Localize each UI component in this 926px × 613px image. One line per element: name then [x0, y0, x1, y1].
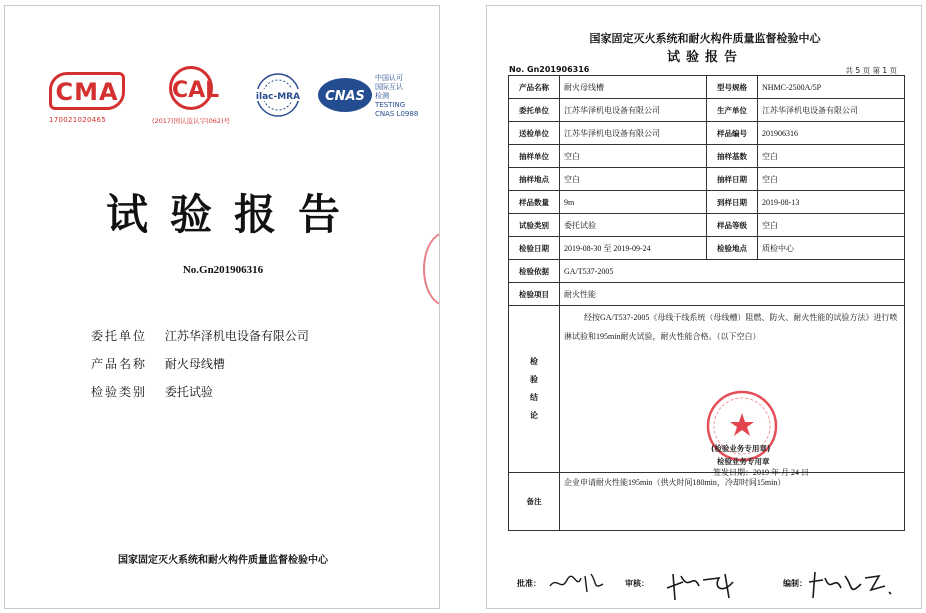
cover-page	[4, 5, 440, 609]
cnas-caption-line: 中国认可	[375, 74, 403, 82]
row-value: 江苏华泽机电设备有限公司	[560, 99, 707, 122]
issue-date: 签发日期：2019 年 月 24 日	[713, 468, 809, 477]
cover-field-product	[91, 355, 225, 372]
row-key: 产品名称	[509, 76, 560, 99]
row-key: 样品数量	[509, 191, 560, 214]
table-row	[509, 214, 905, 237]
table-row	[509, 283, 905, 306]
cnas-logo	[317, 76, 373, 114]
cover-field-client	[91, 327, 309, 344]
field-label: 产品名称	[91, 357, 148, 371]
row-value: NHMC-2500A/5P	[758, 76, 905, 99]
cnas-caption-line: TESTING	[375, 101, 406, 109]
row-key: 试验类别	[509, 214, 560, 237]
certification-logos	[5, 72, 440, 142]
row-value: 空白	[758, 168, 905, 191]
cal-mark: CAL	[169, 66, 213, 110]
conclusion-label-char: 结	[530, 393, 538, 402]
row-value: 空白	[758, 214, 905, 237]
ilac-text: ilac-MRA	[255, 92, 301, 102]
report-header: 国家固定灭火系统和耐火构件质量监督检验中心	[589, 32, 821, 45]
remark-label: 备注	[509, 473, 560, 531]
edit-label: 编制：	[783, 579, 807, 588]
table-row	[509, 76, 905, 99]
table-row	[509, 122, 905, 145]
edit-signature	[805, 568, 895, 602]
conclusion-text: 经按GA/T537-2005《母线干线系统（母线槽）阻燃、防火、耐火性能的试验方法》进行喷淋试验和195min耐火试验，耐火性能合格。（以下空白）	[564, 313, 898, 341]
cnas-text: CNAS	[325, 89, 365, 104]
row-key: 到样日期	[707, 191, 758, 214]
row-key: 型号规格	[707, 76, 758, 99]
row-value: 空白	[560, 168, 707, 191]
row-key: 委托单位	[509, 99, 560, 122]
conclusion-label-char: 论	[530, 411, 538, 420]
row-key: 抽样基数	[707, 145, 758, 168]
row-key: 抽样单位	[509, 145, 560, 168]
conclusion-label-char: 验	[530, 375, 538, 384]
cma-logo	[49, 72, 125, 124]
field-label: 委托单位	[91, 329, 148, 343]
row-key: 样品等级	[707, 214, 758, 237]
field-value: 江苏华泽机电设备有限公司	[164, 329, 309, 343]
cover-field-category	[91, 383, 213, 400]
remark-cell	[560, 473, 905, 531]
row-key: 检验依据	[509, 260, 560, 283]
review-label: 审核：	[625, 579, 649, 588]
row-key: 送检单位	[509, 122, 560, 145]
row-value: GA/T537-2005	[560, 260, 905, 283]
row-value: 空白	[560, 145, 707, 168]
row-value: 耐火母线槽	[560, 76, 707, 99]
cover-report-number: No.Gn201906316	[182, 264, 264, 276]
row-key: 抽样地点	[509, 168, 560, 191]
seal-caption-line: 检验业务专用章	[717, 457, 770, 466]
row-value: 质检中心	[758, 237, 905, 260]
report-title: 试验报告	[666, 50, 743, 65]
cma-mark: CMA	[49, 72, 125, 110]
table-row	[509, 237, 905, 260]
field-value: 耐火母线槽	[164, 357, 225, 371]
conclusion-label-char: 检	[530, 357, 538, 366]
conclusion-label	[509, 306, 560, 473]
row-key: 生产单位	[707, 99, 758, 122]
cover-footer: 国家固定灭火系统和耐火构件质量监督检验中心	[118, 555, 328, 566]
row-key: 检验项目	[509, 283, 560, 306]
row-value: 江苏华泽机电设备有限公司	[758, 99, 905, 122]
row-value: 江苏华泽机电设备有限公司	[560, 122, 707, 145]
cnas-caption-line: 国际互认	[375, 83, 403, 91]
table-row	[509, 191, 905, 214]
row-key: 抽样日期	[707, 168, 758, 191]
cnas-caption	[375, 74, 435, 119]
edge-seal-stamp	[423, 232, 440, 306]
row-key: 检验地点	[707, 237, 758, 260]
row-value: 2019-08-13	[758, 191, 905, 214]
row-value: 201906316	[758, 122, 905, 145]
review-signature	[663, 568, 743, 602]
cal-caption: (2017)国认监认字(062)号	[151, 117, 231, 125]
table-row	[509, 145, 905, 168]
remark-text: 企业申请耐火性能195min（供火时间180min，冷却时间15min）	[564, 478, 786, 487]
approve-label: 批准：	[517, 579, 541, 588]
table-row	[509, 99, 905, 122]
cover-title: 试验报告	[105, 190, 362, 239]
seal-caption-line: (检验业务专用章)	[711, 444, 771, 453]
approve-signature	[547, 568, 609, 598]
table-row	[509, 168, 905, 191]
ilac-mra-logo	[245, 72, 311, 118]
row-value: 委托试验	[560, 214, 707, 237]
row-value: 9m	[560, 191, 707, 214]
seal-caption	[711, 442, 770, 468]
remark-row	[509, 473, 905, 531]
cal-logo	[151, 66, 231, 125]
row-value: 空白	[758, 145, 905, 168]
field-label: 检验类别	[91, 385, 148, 399]
report-page	[486, 5, 922, 609]
cma-number: 170021020465	[49, 116, 107, 124]
cnas-caption-line: 检测	[375, 92, 389, 100]
row-key: 检验日期	[509, 237, 560, 260]
row-value: 2019-08-30 至 2019-09-24	[560, 237, 707, 260]
report-number: No. Gn201906316	[509, 65, 590, 74]
cnas-caption-line: CNAS L0988	[375, 110, 419, 118]
field-value: 委托试验	[164, 385, 213, 399]
row-key: 样品编号	[707, 122, 758, 145]
row-value: 耐火性能	[560, 283, 905, 306]
page-count: 共 5 页 第 1 页	[845, 66, 897, 75]
table-row	[509, 260, 905, 283]
